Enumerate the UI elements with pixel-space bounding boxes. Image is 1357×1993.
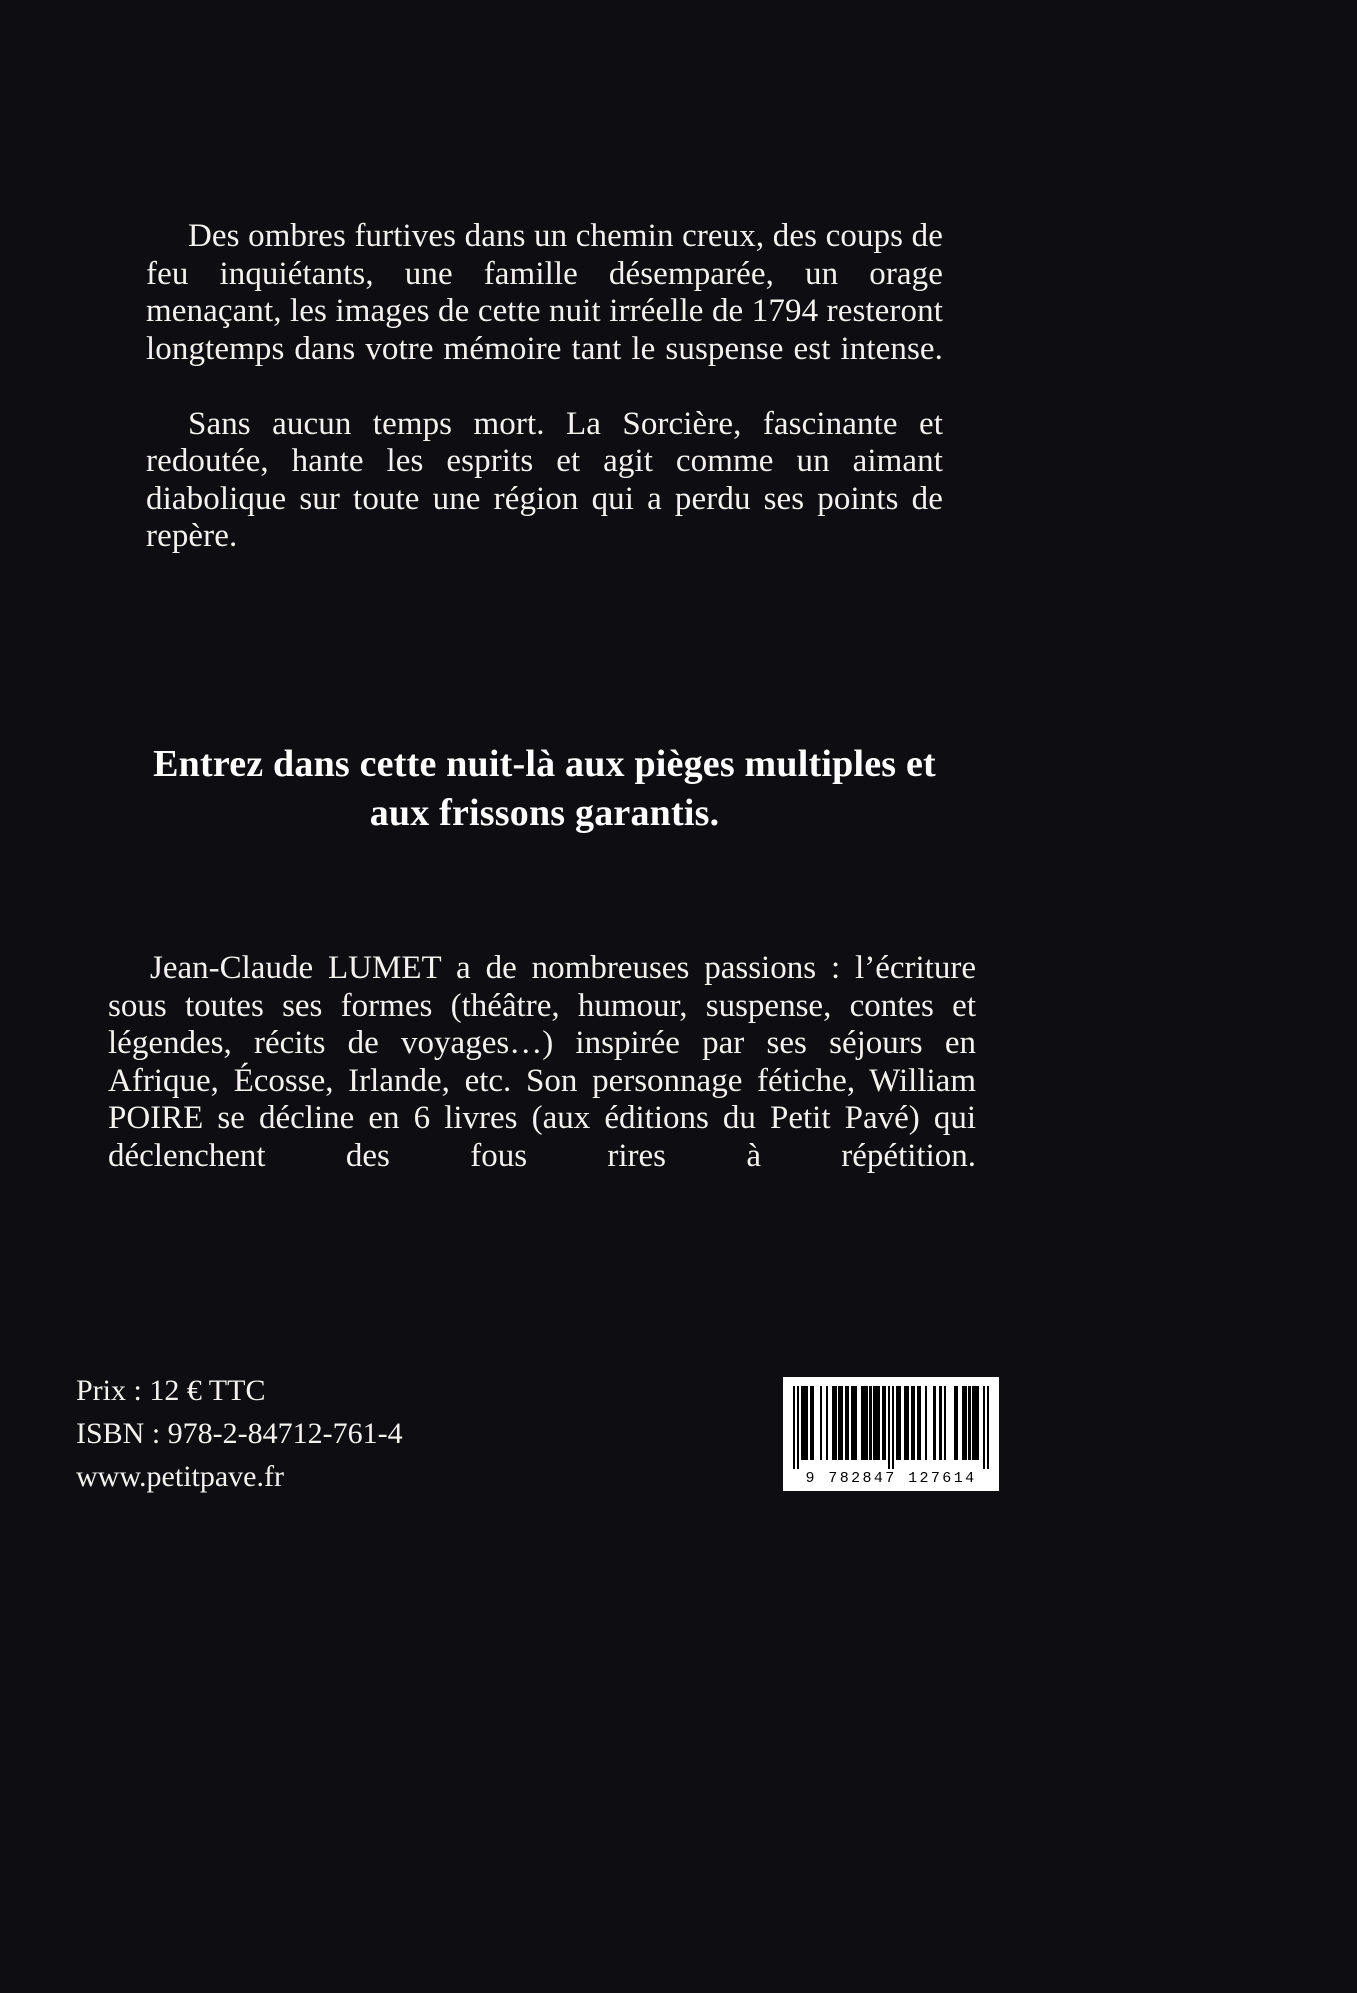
barcode-digits: 9 782847 127614: [805, 1470, 977, 1487]
blurb-paragraph-1: Des ombres furtives dans un chemin creux, des coups de feu inquiétants, une famille désemparée, un orage menaçant, les images de cette nuit irréelle de 1794 resteront longtemps dans votre mémoire tant le suspense est intense.: [146, 218, 943, 367]
blurb-paragraph-2: Sans aucun temps mort. La Sorcière, fascinante et redoutée, hante les esprits et agit comme un aimant diabolique sur toute une région qui a perdu ses points de repère.: [146, 405, 943, 554]
barcode-bars: [793, 1386, 989, 1460]
author-bio-section: [108, 950, 976, 1213]
footer-info-block: [76, 1369, 403, 1498]
barcode-ean13: [783, 1377, 999, 1491]
isbn-line: ISBN : 978-2-84712-761-4: [76, 1417, 403, 1450]
website-line: www.petitpave.fr: [76, 1460, 284, 1493]
blurb-section: [146, 218, 943, 593]
price-line: Prix : 12 € TTC: [76, 1374, 266, 1407]
headline-tagline: Entrez dans cette nuit-là aux pièges multiples et aux frissons garantis.: [153, 742, 936, 834]
author-bio-paragraph: Jean-Claude LUMET a de nombreuses passions : l’écriture sous toutes ses formes (théâtre, humour, suspense, contes et légendes, récits de voyages…) inspirée par ses séjours en Afrique, Écosse, Irlande, etc. Son personnage fétiche, William POIRE se décline en 6 livres (aux éditions du Petit Pavé) qui déclenchent des fous rires à répétition.: [108, 950, 976, 1174]
